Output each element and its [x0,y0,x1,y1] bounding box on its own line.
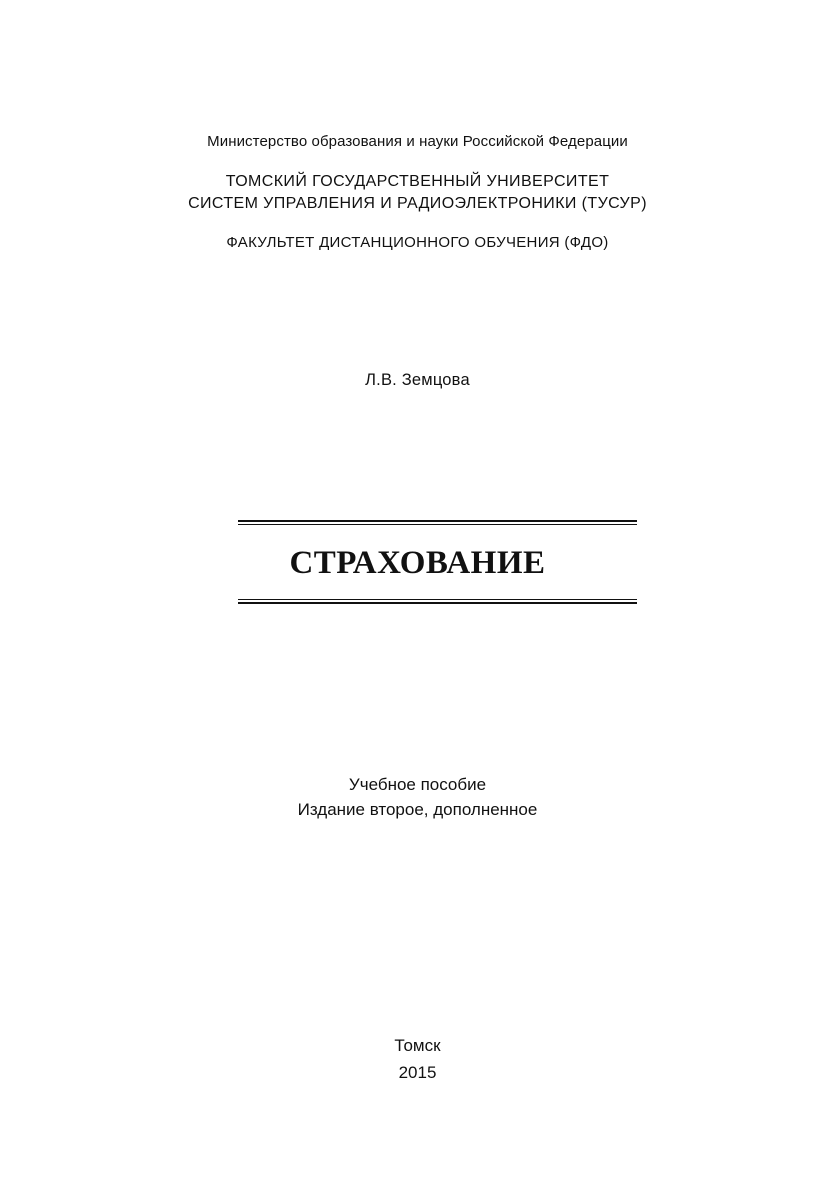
publication-kind: Учебное пособие [348,775,487,794]
author-name: Л.В. Земцова [365,371,470,389]
edition-note: Издание второе, дополненное [297,800,538,819]
title-bottom-rule [238,599,637,604]
title-top-rule [238,520,637,525]
university-name-line2: СИСТЕМ УПРАВЛЕНИЯ И РАДИОЭЛЕКТРОНИКИ (ТУСУР) [188,195,647,212]
faculty-line: ФАКУЛЬТЕТ ДИСТАНЦИОННОГО ОБУЧЕНИЯ (ФДО) [226,234,609,251]
university-name-line1: ТОМСКИЙ ГОСУДАРСТВЕННЫЙ УНИВЕРСИТЕТ [225,173,610,190]
imprint-year: 2015 [398,1063,437,1082]
ministry-line: Министерство образования и науки Российской Федерации [207,133,628,150]
book-title: СТРАХОВАНИЕ [289,545,546,581]
imprint-city: Томск [394,1036,441,1055]
